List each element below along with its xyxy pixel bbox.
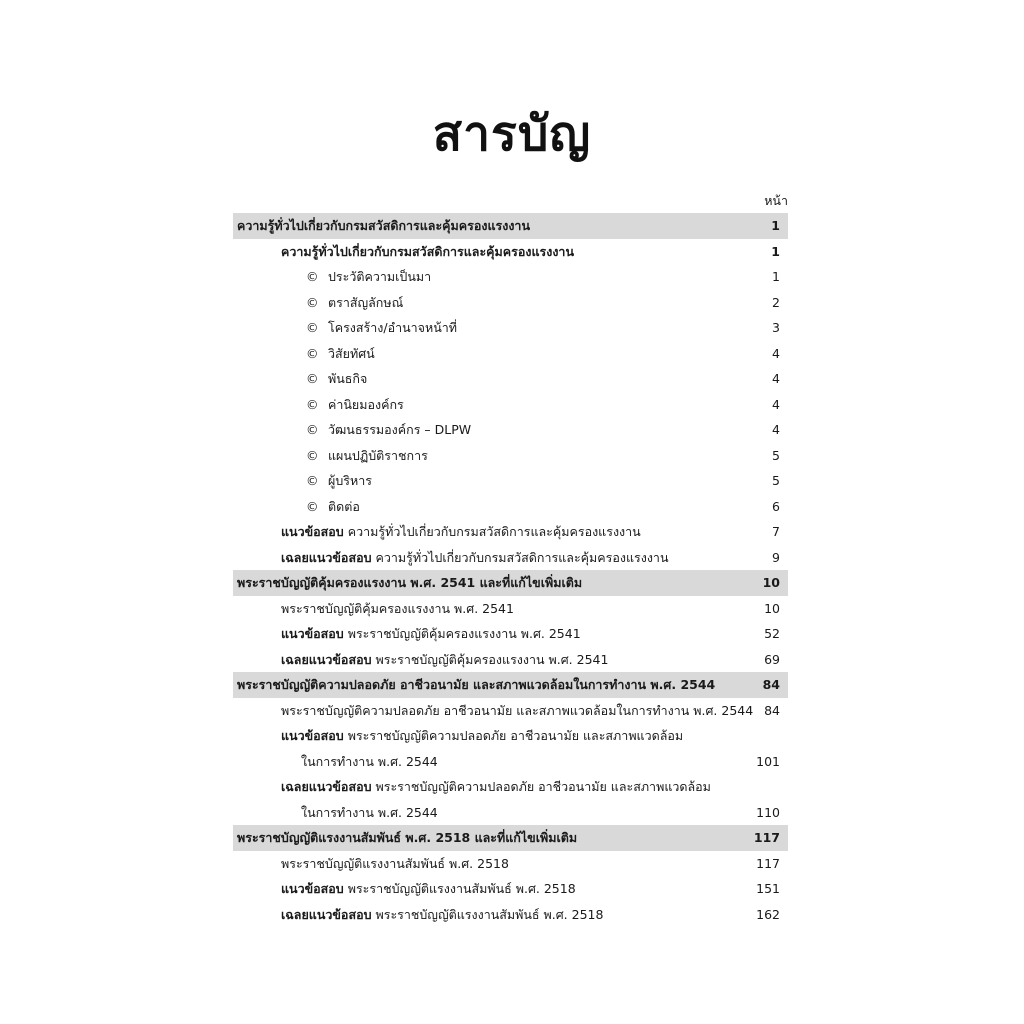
toc-entry-label: พระราชบัญญัติความปลอดภัย อาชีวอนามัย และสภาพแวดล้อม (371, 779, 711, 794)
toc-entry-label: พระราชบัญญัติความปลอดภัย อาชีวอนามัย และสภาพแวดล้อมในการทำงาน พ.ศ. 2544 (237, 677, 716, 692)
toc-entry-row[interactable] (233, 290, 788, 316)
toc-page-number: 84 (764, 702, 780, 718)
toc-page-number: 4 (772, 371, 780, 386)
toc-entry-lead: แนวข้อสอบ (281, 881, 344, 896)
toc-entry-row[interactable] (233, 519, 788, 545)
toc-entry-label: พระราชบัญญัติแรงงานสัมพันธ์ พ.ศ. 2518 (281, 855, 509, 871)
toc-entry-label: แผนปฏิบัติราชการ (328, 447, 428, 463)
toc-entry-label: ความรู้ทั่วไปเกี่ยวกับกรมสวัสดิการและคุ้มครองแรงงาน (343, 524, 641, 539)
copyright-bullet-icon: © (306, 294, 319, 310)
toc-page-number: 110 (756, 804, 780, 820)
toc-entry-text (306, 341, 375, 367)
toc-entry-lead: แนวข้อสอบ (281, 728, 344, 743)
toc-entry-text (281, 774, 711, 800)
toc-entry-row[interactable] (233, 341, 788, 367)
toc-page-number: 10 (762, 575, 780, 590)
toc-page-number: 151 (756, 881, 780, 896)
toc-page-number: 2 (772, 294, 780, 310)
toc-page-number: 6 (772, 498, 780, 514)
toc-entry-lead: แนวข้อสอบ (281, 626, 344, 641)
toc-entry-text (306, 290, 403, 316)
toc-page-number: 69 (764, 651, 780, 667)
toc-page-number: 1 (771, 218, 780, 233)
copyright-bullet-icon: © (306, 269, 319, 284)
toc-entry-text (306, 468, 372, 494)
toc-entry-label: ความรู้ทั่วไปเกี่ยวกับกรมสวัสดิการและคุ้มครองแรงงาน (237, 218, 530, 233)
toc-entry-text (281, 698, 753, 724)
toc-page-number: 1 (771, 243, 780, 259)
toc-page-number: 4 (772, 422, 780, 437)
toc-entry-row[interactable] (233, 902, 788, 928)
toc-entry-row[interactable] (233, 392, 788, 418)
page-title: สารบัญ (432, 106, 592, 162)
copyright-bullet-icon: © (306, 396, 319, 412)
toc-entry-label: ในการทำงาน พ.ศ. 2544 (301, 753, 438, 769)
copyright-bullet-icon: © (306, 498, 319, 514)
copyright-bullet-icon: © (306, 447, 319, 463)
toc-entry-label: วิสัยทัศน์ (328, 345, 375, 361)
toc-page-number: 101 (756, 753, 780, 769)
toc-entry-label: วัฒนธรรมองค์กร – DLPW (328, 422, 472, 437)
toc-page-number: 4 (772, 396, 780, 412)
toc-entry-text (281, 545, 669, 571)
toc-page-number: 117 (756, 855, 780, 871)
toc-section-row[interactable] (233, 570, 788, 596)
toc-entry-label: พระราชบัญญัติแรงงานสัมพันธ์ พ.ศ. 2518 และที่แก้ไขเพิ่มเติม (237, 830, 578, 845)
toc-entry-label: ในการทำงาน พ.ศ. 2544 (301, 804, 438, 820)
toc-page-number: 4 (772, 345, 780, 361)
toc-entry-text (237, 213, 530, 239)
toc-entry-text (301, 800, 438, 826)
toc-entry-label: พระราชบัญญัติความปลอดภัย อาชีวอนามัย และสภาพแวดล้อมในการทำงาน พ.ศ. 2544 (281, 702, 754, 718)
toc-entry-text (281, 851, 509, 877)
toc-entry-text (306, 392, 404, 418)
toc-entry-label: พระราชบัญญัติแรงงานสัมพันธ์ พ.ศ. 2518 (343, 881, 576, 896)
toc-entry-label: โครงสร้าง/อำนาจหน้าที่ (328, 320, 458, 335)
toc-entry-label: พระราชบัญญัติแรงงานสัมพันธ์ พ.ศ. 2518 (371, 906, 604, 922)
toc-entry-row[interactable] (233, 417, 788, 443)
toc-entry-row[interactable] (233, 494, 788, 520)
toc-entry-text (306, 366, 367, 392)
toc-entry-label: พันธกิจ (328, 371, 368, 386)
toc-entry-lead: เฉลยแนวข้อสอบ (281, 549, 372, 565)
toc-entry-row[interactable] (233, 774, 788, 800)
toc-page-number: 7 (772, 524, 780, 539)
toc-entry-lead: แนวข้อสอบ (281, 524, 344, 539)
table-of-contents (233, 213, 788, 927)
toc-entry-text (237, 825, 577, 851)
toc-entry-text (281, 519, 641, 545)
toc-entry-label: พระราชบัญญัติคุ้มครองแรงงาน พ.ศ. 2541 (371, 651, 609, 667)
toc-entry-label: ประวัติความเป็นมา (328, 269, 432, 284)
toc-page-number: 84 (762, 677, 780, 692)
toc-entry-label: ความรู้ทั่วไปเกี่ยวกับกรมสวัสดิการและคุ้มครองแรงงาน (371, 549, 669, 565)
toc-entry-row[interactable] (233, 647, 788, 673)
toc-entry-lead: เฉลยแนวข้อสอบ (281, 651, 372, 667)
toc-entry-text (281, 723, 683, 749)
copyright-bullet-icon: © (306, 371, 319, 386)
toc-entry-lead: เฉลยแนวข้อสอบ (281, 906, 372, 922)
toc-page-number: 10 (764, 600, 780, 616)
page-column-label: หน้า (764, 193, 788, 208)
toc-entry-label: พระราชบัญญัติคุ้มครองแรงงาน พ.ศ. 2541 (343, 626, 581, 641)
toc-entry-row[interactable] (233, 366, 788, 392)
toc-page-number: 162 (756, 906, 780, 922)
toc-page-number: 1 (772, 269, 780, 284)
toc-entry-label: พระราชบัญญัติความปลอดภัย อาชีวอนามัย และสภาพแวดล้อม (343, 728, 684, 743)
toc-entry-row[interactable] (233, 851, 788, 877)
toc-entry-text (281, 647, 608, 673)
copyright-bullet-icon: © (306, 345, 319, 361)
toc-entry-label: ตราสัญลักษณ์ (328, 294, 404, 310)
toc-entry-label: ความรู้ทั่วไปเกี่ยวกับกรมสวัสดิการและคุ้มครองแรงงาน (281, 243, 574, 259)
toc-entry-row[interactable] (233, 315, 788, 341)
toc-entry-text (281, 902, 603, 928)
toc-entry-text (301, 749, 438, 775)
toc-entry-row[interactable] (233, 545, 788, 571)
toc-entry-row[interactable] (233, 723, 788, 749)
toc-page-number: 3 (772, 320, 780, 335)
toc-entry-text (306, 417, 471, 443)
toc-entry-text (306, 443, 428, 469)
copyright-bullet-icon: © (306, 320, 319, 335)
toc-entry-text (281, 876, 576, 902)
toc-page-number: 9 (772, 549, 780, 565)
copyright-bullet-icon: © (306, 473, 319, 488)
copyright-bullet-icon: © (306, 422, 319, 437)
toc-entry-lead: เฉลยแนวข้อสอบ (281, 779, 372, 794)
toc-entry-text (281, 621, 581, 647)
toc-section-row[interactable] (233, 213, 788, 239)
toc-entry-text (281, 239, 574, 265)
toc-entry-label: ติดต่อ (328, 498, 360, 514)
toc-page-number: 52 (764, 626, 780, 641)
toc-section-row[interactable] (233, 672, 788, 698)
toc-entry-text (306, 264, 431, 290)
toc-entry-text (237, 672, 715, 698)
toc-entry-text (306, 315, 457, 341)
toc-entry-row[interactable] (233, 876, 788, 902)
toc-entry-text (237, 570, 582, 596)
toc-entry-label: พระราชบัญญัติคุ้มครองแรงงาน พ.ศ. 2541 และที่แก้ไขเพิ่มเติม (237, 575, 583, 590)
toc-entry-row[interactable] (233, 443, 788, 469)
toc-entry-row[interactable] (233, 264, 788, 290)
toc-entry-row[interactable] (233, 621, 788, 647)
toc-entry-row[interactable] (233, 698, 788, 724)
toc-page-number: 5 (772, 473, 780, 488)
toc-entry-label: ผู้บริหาร (328, 473, 372, 488)
toc-entry-row[interactable] (233, 749, 788, 775)
toc-section-row[interactable] (233, 825, 788, 851)
toc-entry-row[interactable] (233, 239, 788, 265)
toc-entry-row[interactable] (233, 596, 788, 622)
toc-page-number: 5 (772, 447, 780, 463)
toc-entry-row[interactable] (233, 800, 788, 826)
toc-entry-label: ค่านิยมองค์กร (328, 396, 404, 412)
toc-entry-label: พระราชบัญญัติคุ้มครองแรงงาน พ.ศ. 2541 (281, 600, 514, 616)
toc-page-number: 117 (753, 830, 780, 845)
toc-entry-text (281, 596, 514, 622)
toc-entry-text (306, 494, 360, 520)
toc-entry-row[interactable] (233, 468, 788, 494)
